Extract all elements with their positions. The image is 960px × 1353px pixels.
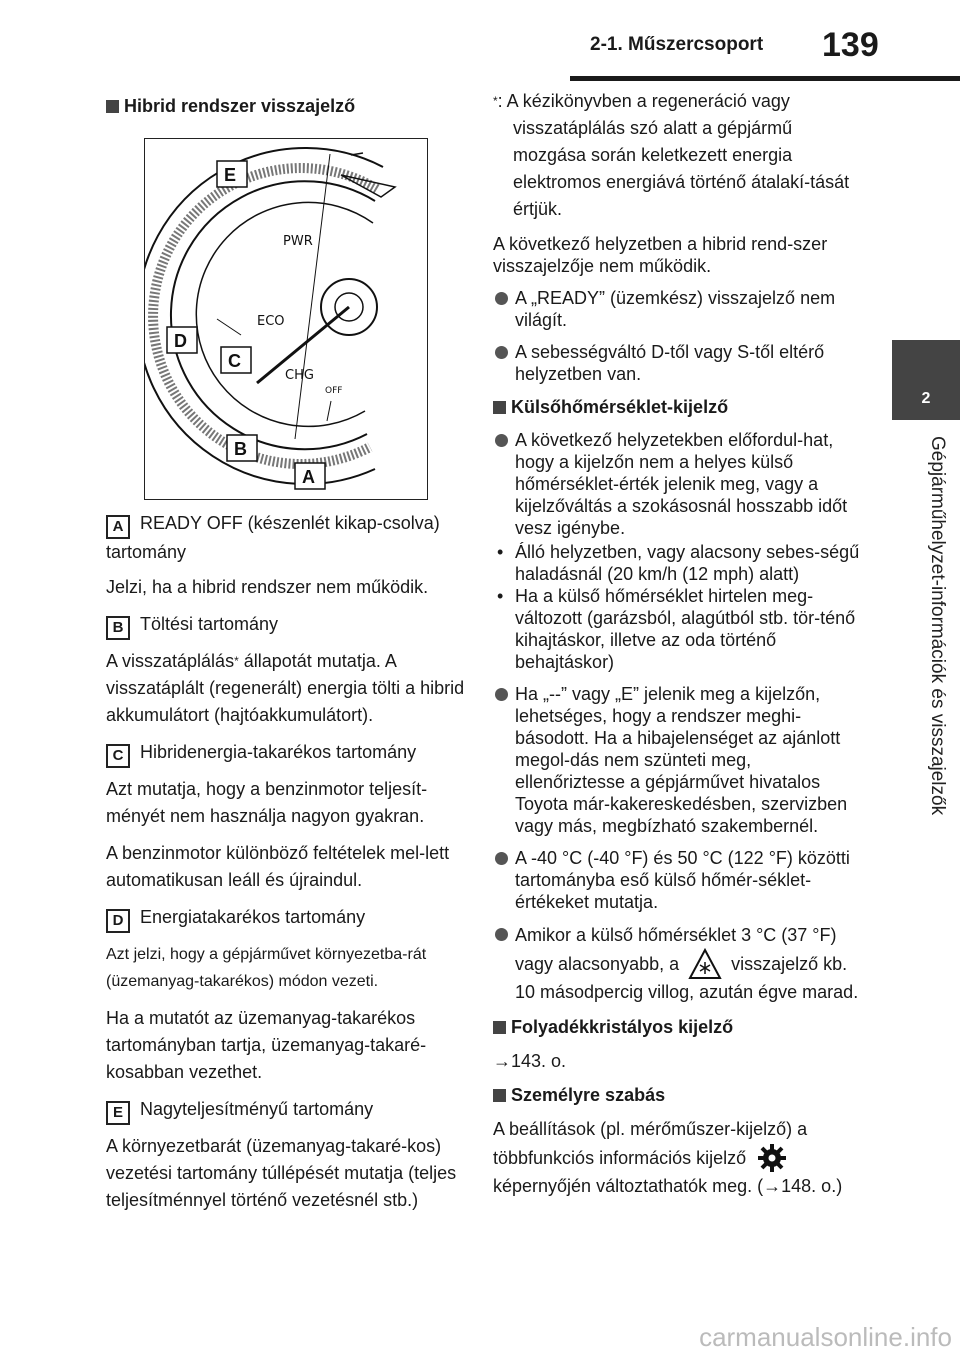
section-heading-hybrid: Hibrid rendszer visszajelző xyxy=(106,94,466,118)
label-box-c: C xyxy=(106,744,130,768)
watermark: carmanualsonline.info xyxy=(699,1322,952,1352)
range-item-d: D Energiatakarékos tartomány xyxy=(106,904,466,933)
gear-icon xyxy=(755,1142,789,1174)
square-bullet-icon xyxy=(493,1021,506,1034)
range-d-description-1: Azt jelzi, hogy a gépjárművet környezetba-rát (üzemanyag-takarékos) módon vezeti. xyxy=(106,946,427,990)
snowflake-warning-icon xyxy=(688,948,722,980)
range-b-description: A visszatáplálás* állapotát mutatja. A visszatáplált (regenerált) energia tölti a hibrid akkumulátort (hajtóakkumulátort). xyxy=(106,651,465,725)
section-title: 2-1. Műszercsoport xyxy=(590,34,764,55)
range-c-description-1: Azt mutatja, hogy a benzinmotor teljesít-ményét nem használja nagyon gyakran. xyxy=(106,779,428,826)
label-e: E xyxy=(224,165,237,185)
gauge-illustration xyxy=(145,139,427,499)
footnote: *: A kézikönyvben a regeneráció vagy visszatáplálás szó alatt a gépjármű mozgása során keletkezett energia elektromos energiává történő átalakí-tását értjük. xyxy=(493,91,850,219)
label-b: B xyxy=(234,439,247,459)
chg-label: CHG xyxy=(285,368,314,383)
left-column xyxy=(106,90,466,1224)
right-column xyxy=(493,88,863,1209)
label-a: A xyxy=(302,467,315,487)
pwr-label: PWR xyxy=(283,234,313,249)
label-box-d: D xyxy=(106,909,130,933)
chapter-tab xyxy=(892,340,960,420)
square-bullet-icon xyxy=(493,401,506,414)
range-item-a: A READY OFF (készenlét kikap-csolva) tartomány xyxy=(106,513,440,562)
hybrid-indicator-figure xyxy=(144,138,428,500)
list-item: A következő helyzetekben előfordul-hat, hogy a kijelzőn nem a helyes külső hőmérséklet-érték jelenik meg, vagy a kijelzőváltás a szokásosnál hosszabb időt vesz igénybe. xyxy=(493,429,863,539)
section-heading-lcd: Folyadékkristályos kijelző xyxy=(493,1015,863,1039)
range-item-b: B Töltési tartomány xyxy=(106,611,466,640)
label-d: D xyxy=(174,331,187,351)
page-footer xyxy=(0,1320,960,1352)
range-c-description-2: A benzinmotor különböző feltételek mel-lett automatikusan leáll és újraindul. xyxy=(106,843,450,890)
list-item: • Ha a külső hőmérséklet hirtelen meg-változott (garázsból, alagútból stb. tör-ténő kihajtáskor, illetve az oda történő behajtáskor) xyxy=(493,585,863,673)
range-a-description: Jelzi, ha a hibrid rendszer nem működik. xyxy=(106,577,429,597)
lcd-page-reference: →143. o. xyxy=(493,1051,567,1071)
label-box-b: B xyxy=(106,616,130,640)
eco-label: ECO xyxy=(257,314,285,329)
square-bullet-icon xyxy=(106,100,119,113)
customization-text: A beállítások (pl. mérőműszer-kijelző) a többfunkciós információs kijelző képernyőjén változtathatók meg. (→148. o.) xyxy=(493,1119,843,1196)
off-label: OFF xyxy=(325,386,343,396)
list-item: A -40 °C (-40 °F) és 50 °C (122 °F) közötti tartományba eső külső hőmér-séklet-értékeket mutatja. xyxy=(493,847,863,913)
range-d-description-2: Ha a mutatót az üzemanyag-takarékos tartományban tartja, üzemanyag-takaré-kosabban vezethet. xyxy=(106,1008,427,1082)
label-box-a: A xyxy=(106,515,130,539)
list-item: A sebességváltó D-től vagy S-től eltérő helyzetben van. xyxy=(493,341,863,385)
section-heading-customization: Személyre szabás xyxy=(493,1083,863,1107)
chapter-number: 2 xyxy=(921,390,931,407)
list-item: A „READY” (üzemkész) visszajelző nem világít. xyxy=(493,287,863,331)
range-e-description: A környezetbarát (üzemanyag-takaré-kos) vezetési tartomány túllépését mutatja (teljes teljesítménnyel történő vezetésnél stb.) xyxy=(106,1136,457,1210)
list-item: Amikor a külső hőmérséklet 3 °C (37 °F) vagy alacsonyabb, a visszajelző kb. 10 másodpercig villog, azután égve marad. xyxy=(493,923,863,1005)
label-c: C xyxy=(228,351,241,371)
square-bullet-icon xyxy=(493,1089,506,1102)
page-header xyxy=(0,0,960,90)
chapter-title: Gépjárműhelyzet-információk és visszajelzők xyxy=(927,436,948,816)
label-box-e: E xyxy=(106,1101,130,1125)
hybrid-inactive-intro: A következő helyzetben a hibrid rend-szer visszajelzője nem működik. xyxy=(493,234,828,276)
list-item: Ha „--” vagy „E” jelenik meg a kijelzőn, lehetséges, hogy a rendszer meghi-básodott. Ha a hibajelenséget az ajánlott megol-dás nem szünteti meg, ellenőriztesse a gépjárművet hivatalos Toyota már-kakereskedésben, szervizben vagy más, megbízható szakembernél. xyxy=(493,683,863,837)
range-item-e: E Nagyteljesítményű tartomány xyxy=(106,1096,466,1125)
list-item: • Álló helyzetben, vagy alacsony sebes-ségű haladásnál (20 km/h (12 mph) alatt) xyxy=(493,541,863,585)
header-rule xyxy=(570,76,960,81)
range-item-c: C Hibridenergia-takarékos tartomány xyxy=(106,739,466,768)
section-heading-temperature: Külsőhőmérséklet-kijelző xyxy=(493,395,863,419)
page-number: 139 xyxy=(822,26,879,64)
